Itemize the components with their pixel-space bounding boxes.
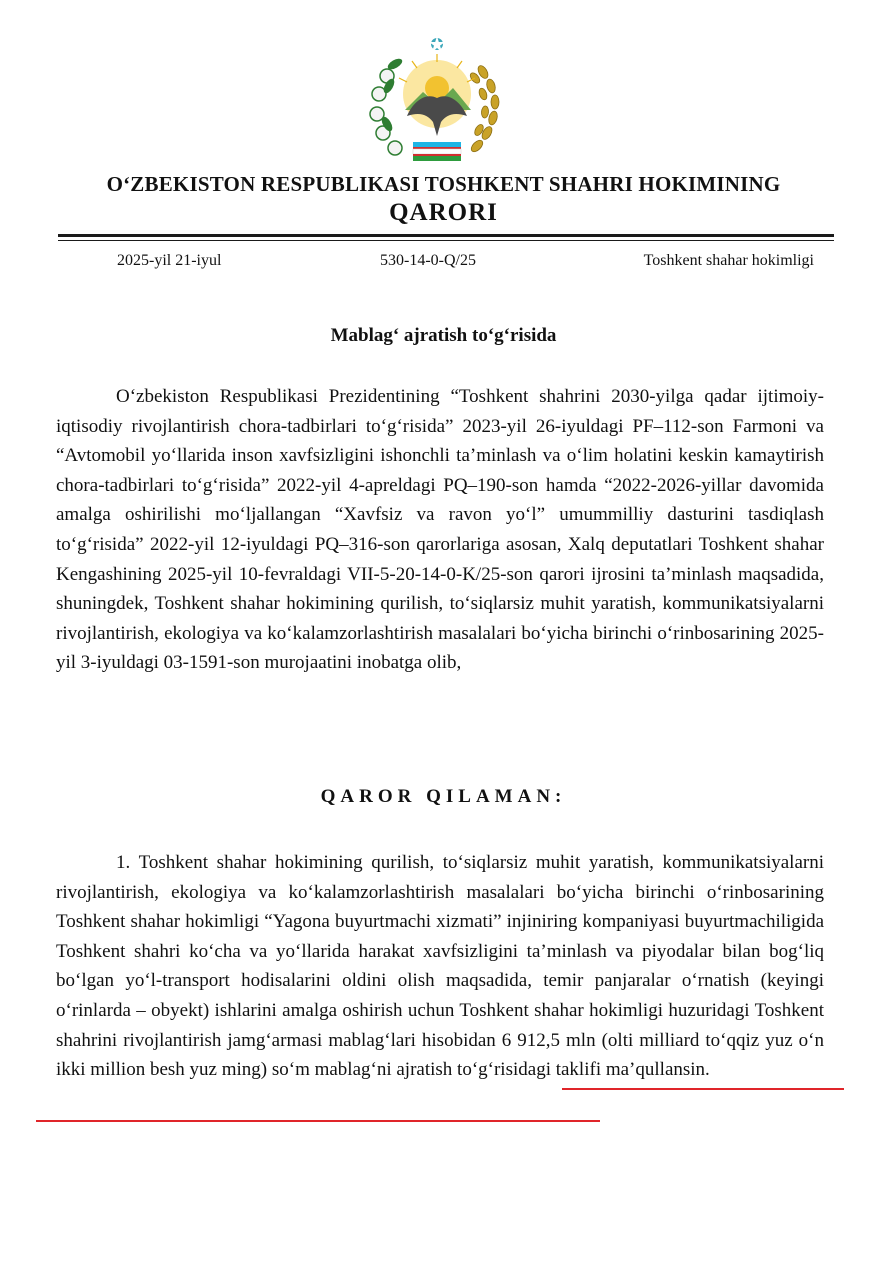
state-emblem-icon [365,32,509,172]
document-type: QARORI [389,199,498,226]
decision-heading: QAROR QILAMAN: [320,786,567,807]
preamble-paragraph: O‘zbekiston Respublikasi Prezidentining “Toshkent shahrini 2030-yilga qadar ijtimoiy-iqtisodiy rivojlantirish chora-tadbirlari to‘g‘risida” 2023-yil 26-iyuldagi PF–112-son Farmoni va “Avtomobil yo‘llarida inson xavfsizligini ishonchli ta’minlash va o‘lim holatini keskin kamaytirish chora-tadbirlari to‘g‘risida” 2022-yil 4-apreldagi PQ–190-son hamda “2022-2026-yillar davomida amalga oshirilishi mo‘ljallangan “Xavfsiz va ravon yo‘l” umummilliy dasturini tasdiqlash to‘g‘risida” 2022-yil 12-iyuldagi PQ–316-son qarorlariga asosan, Xalq deputatlari Toshkent shahar Kengashining 2025-yil 10-fevraldagi VII-5-20-14-0-K/25-son qarori ijrosini ta’minlash maqsadida, shuningdek, Toshkent shahar hokimining qurilish, to‘siqlarsiz muhit yaratish, kommunikatsiyalarni rivojlantirish, ekologiya va ko‘kalamzorlashtirish masalalari bo‘yicha birinchi o‘rinbosarining 2025-yil 3-iyuldagi 03-1591-son murojaatini inobatga olib, [56,386,824,674]
decision-item-1: 1. Toshkent shahar hokimining qurilish, to‘siqlarsiz muhit yaratish, kommunikatsiyalarni rivojlantirish, ekologiya va ko‘kalamzorlashtirish masalalari bo‘yicha birinchi o‘rinbosarining Toshkent shahar hokimligi “Yagona buyurtmachi xizmati” injiniring kompaniyasi buyurtmachiligida Toshkent shahri ko‘cha va yo‘llarida harakat xavfsizligini ta’minlash va piyodalar bilan bog‘liq bo‘lgan yo‘l-transport hodisalarini oldini olish maqsadida, temir panjaralar o‘rnatish (keyingi o‘rinlarda – obyekt) ishlarini amalga oshirish uchun Toshkent shahar hokimligi huzuridagi Toshkent shahrini rivojlantirish jamg‘armasi mablag‘lari hisobidan 6 912,5 mln (olti milliard to‘qqiz yuz o‘n ikki million besh yuz ming) so‘m mablag‘ni ajratish to‘g‘risidagi taklifi ma’qullansin. [56,852,824,1081]
header-divider-thick [58,234,834,237]
issuing-authority: Toshkent shahar hokimligi [643,252,814,269]
decree-date: 2025-yil 21-iyul [117,252,222,269]
decree-subject: Mablag‘ ajratish to‘g‘risida [330,325,557,346]
header-divider-thin [58,240,834,241]
organization-title: O‘ZBEKISTON RESPUBLIKASI TOSHKENT SHAHRI HOKIMINING [106,172,781,196]
decree-number: 530-14-0-Q/25 [380,252,476,269]
highlight-underline [562,1088,844,1090]
highlight-underline [36,1120,600,1122]
